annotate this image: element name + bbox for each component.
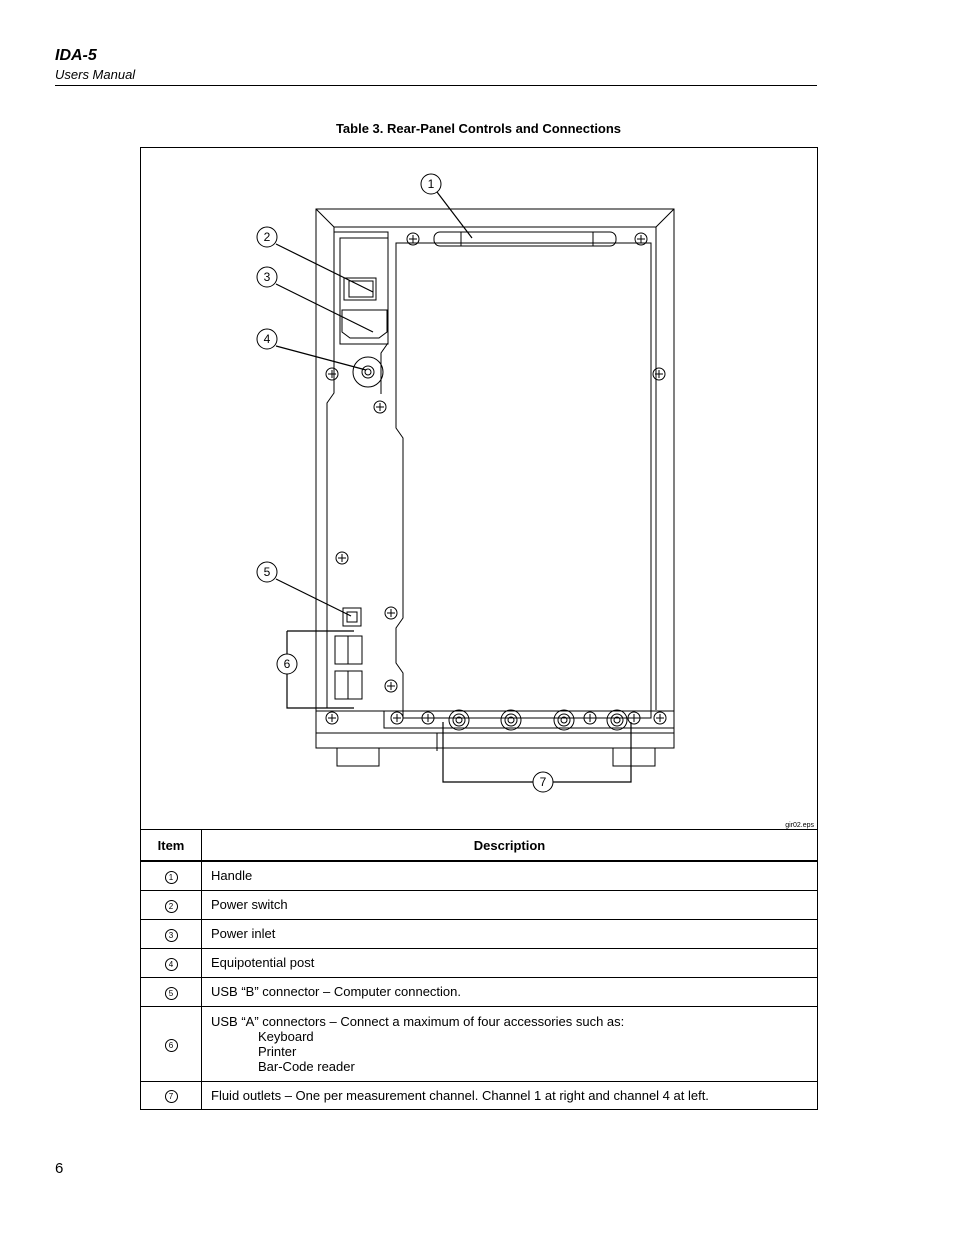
item-number: 1 (165, 871, 178, 884)
table-row (141, 1081, 818, 1109)
table-header-row (141, 830, 818, 862)
usb-b-connector (343, 608, 361, 626)
callout-7: 7 (539, 775, 547, 789)
inner-panel (396, 243, 651, 718)
header-rule (55, 85, 817, 86)
callout-6: 6 (283, 657, 291, 671)
callout-3: 3 (263, 270, 271, 284)
equipotential-post (353, 357, 383, 387)
item-number: 7 (165, 1090, 178, 1103)
power-inlet (342, 310, 387, 338)
table-row (141, 861, 818, 890)
item-number: 3 (165, 929, 178, 942)
item-number: 6 (165, 1039, 178, 1052)
accessory-item: Bar-Code reader (258, 1058, 355, 1074)
callout-2: 2 (263, 230, 271, 244)
table-row (141, 890, 818, 919)
item-description: USB “A” connectors – Connect a maximum of four accessories such as: (211, 1013, 625, 1029)
table-caption: Table 3. Rear-Panel Controls and Connections (335, 121, 622, 136)
header-subtitle: Users Manual (55, 67, 136, 82)
callout-1: 1 (427, 177, 435, 191)
item-description: Fluid outlets – One per measurement channel. Channel 1 at right and channel 4 at left. (202, 1081, 818, 1109)
leader-lines (276, 192, 631, 782)
table-row (141, 977, 818, 1006)
rear-panel-drawing (141, 148, 817, 830)
item-description: Power inlet (202, 919, 818, 948)
figure-box (140, 147, 818, 830)
table-row (141, 948, 818, 977)
page-number: 6 (55, 1160, 64, 1177)
foot-left (337, 748, 379, 766)
header-title: IDA-5 (55, 47, 97, 64)
callout-4: 4 (263, 332, 271, 346)
items-table (140, 829, 818, 1110)
item-number: 2 (165, 900, 178, 913)
figure-filename: gir02.eps (785, 822, 814, 829)
callout-5: 5 (263, 565, 271, 579)
fluid-outlets (449, 710, 627, 730)
column-header-description: Description (202, 830, 818, 862)
accessory-item: Printer (258, 1043, 297, 1059)
item-description: Power switch (202, 890, 818, 919)
callout-markers (257, 174, 553, 792)
screws (326, 233, 666, 724)
item-description: Handle (202, 861, 818, 890)
foot-right (613, 748, 655, 766)
item-description: Equipotential post (202, 948, 818, 977)
item-description: USB “B” connector – Computer connection. (202, 977, 818, 1006)
accessory-item: Keyboard (258, 1028, 314, 1044)
table-row (141, 1006, 818, 1081)
table-row (141, 919, 818, 948)
column-header-item: Item (141, 830, 202, 862)
item-number: 4 (165, 958, 178, 971)
item-number: 5 (165, 987, 178, 1000)
